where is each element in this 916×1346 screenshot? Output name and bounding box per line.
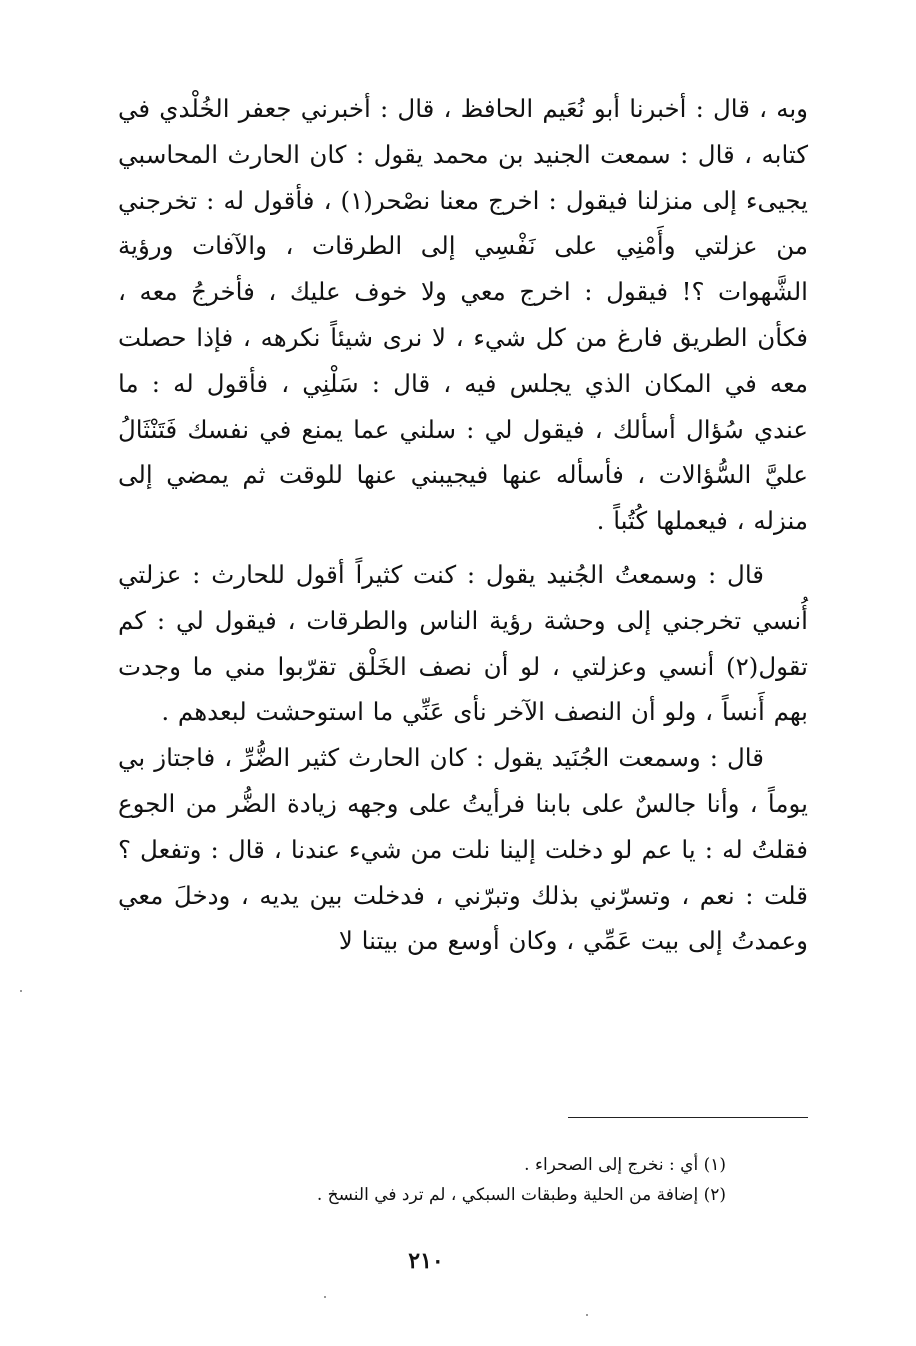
scan-speck — [20, 990, 22, 992]
paragraph-3: قال : وسمعت الجُنَيد يقول : كان الحارث كثير الضُّرِّ ، فاجتاز بي يوماً ، وأنا جالسٌ على بابنا فرأيتُ على وجهه زيادة الضُّر من الجوع فقلتُ له : يا عم لو دخلت إلينا نلت من شيء عندنا ، قال : وتفعل ؟ قلت : نعم ، وتسرّني بذلك وتبرّني ، فدخلت بين يديه ، ودخلَ معي وعمدتُ إلى بيت عَمِّي ، وكان أوسع من بيتنا لا — [118, 743, 808, 956]
main-text — [118, 86, 808, 964]
footnote-1: (١) أي : نخرج إلى الصحراء . — [524, 1155, 726, 1175]
paragraph-1: وبه ، قال : أخبرنا أبو نُعَيم الحافظ ، قال : أخبرني جعفر الخُلْدي في كتابه ، قال : سمعت الجنيد بن محمد يقول : كان الحارث المحاسبي يجيىء إلى منزلنا فيقول : اخرج معنا نصْحر(١) ، فأقول له : تخرجني من عزلتي وأَمْنِي على نَفْسِي إلى الطرقات ، والآفات ورؤية الشَّهوات ؟! فيقول : اخرج معي ولا خوف عليك ، فأخرجُ معه ، فكأن الطريق فارغ من كل شيء ، لا نرى شيئاً نكرهه ، فإذا حصلت معه في المكان الذي يجلس فيه ، قال : سَلْنِي ، فأقول له : ما عندي سُؤال أسألك ، فيقول لي : سلني عما يمنع في نفسك فَتَنْثَالُ عليَّ السُّؤالات ، فأسأله عنها فيجيبني عنها للوقت ثم يمضي إلى منزله ، فيعملها كُتُباً . — [118, 94, 808, 536]
scan-speck — [324, 1296, 326, 1298]
footnotes — [300, 1150, 726, 1210]
page-number: ٢١٠ — [408, 1248, 444, 1274]
footnote-separator — [568, 1117, 808, 1118]
footnote-2: (٢) إضافة من الحلية وطبقات السبكي ، لم ترد في النسخ . — [316, 1185, 726, 1205]
scan-speck — [586, 1314, 588, 1316]
paragraph-2: قال : وسمعتُ الجُنيد يقول : كنت كثيراً أقول للحارث : عزلتي أُنسي تخرجني إلى وحشة رؤية الناس والطرقات ، فيقول لي : كم تقول(٢) أنسي وعزلتي ، لو أن نصف الخَلْق تقرّبوا مني ما وجدت بهم أَنساً ، ولو أن النصف الآخر نأى عَنِّي ما استوحشت لبعدهم . — [118, 559, 808, 727]
